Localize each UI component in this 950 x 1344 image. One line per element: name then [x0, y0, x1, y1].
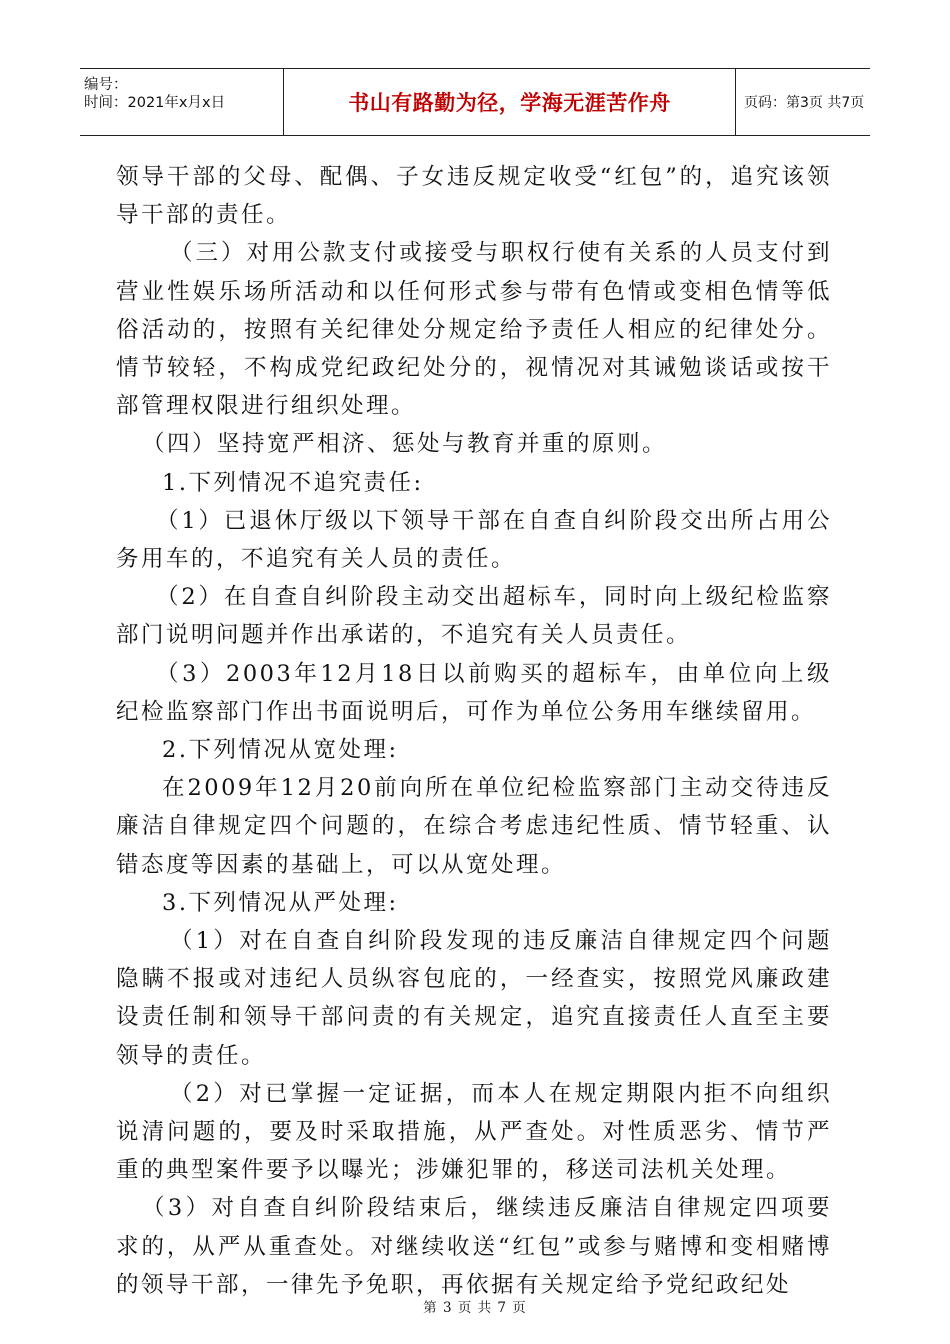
- paragraph-11: （1）对在自查自纠阶段发现的违反廉洁自律规定四个问题隐瞒不报或对违纪人员纵容包庇的，一经查实，按照党风廉政建设责任制和领导干部问责的有关规定，追究直接责任人直至主要领导的责任。: [116, 928, 832, 1069]
- paragraph-7: （3）2003年12月18日以前购买的超标车，由单位向上级纪检监察部门作出书面说明后，可作为单位公务用车继续留用。: [116, 660, 832, 725]
- paragraph-12: （2）对已掌握一定证据，而本人在规定期限内拒不向组织说清问题的，要及时采取措施，从严查处。对性质恶劣、情节严重的典型案件要予以曝光；涉嫌犯罪的，移送司法机关处理。: [116, 1080, 832, 1184]
- paragraph-10: 3.下列情况从严处理:: [162, 889, 399, 916]
- paragraph-3: （四）坚持宽严相济、惩处与教育并重的原则。: [142, 431, 668, 458]
- paragraph-13: （3）对自查自纠阶段结束后，继续违反廉洁自律规定四项要求的，从严从重查处。对继续收送“红包”或参与赌博和变相赌博的领导干部，一律先予免职，再依据有关规定给予党纪政纪处: [116, 1195, 832, 1298]
- page-header: [80, 68, 870, 136]
- document-number-label: 编号：: [84, 77, 128, 93]
- paragraph-4: 1.下列情况不追究责任:: [162, 469, 424, 496]
- paragraph-2: （三）对用公款支付或接受与职权行使有关系的人员支付到营业性娱乐场所活动和以任何形式参与带有色情或变相色情等低俗活动的，按照有关纪律处分规定给予责任人相应的纪律处分。情节较轻，不构成党纪政纪处分的，视情况对其诫勉谈话或按干部管理权限进行组织处理。: [116, 240, 832, 420]
- document-time-label: 时间：2021年x月x日: [84, 95, 226, 111]
- header-motto: 书山有路勤为径，学海无涯苦作舟: [284, 69, 736, 135]
- paragraph-6: （2）在自查自纠阶段主动交出超标车，同时向上级纪检监察部门说明问题并作出承诺的，不追究有关人员责任。: [116, 584, 832, 649]
- paragraph-1: 领导干部的父母、配偶、子女违反规定收受“红包”的，追究该领导干部的责任。: [116, 164, 832, 229]
- document-body: [116, 158, 832, 1304]
- page-footer: 第 3 页 共 7 页: [423, 1300, 527, 1316]
- header-page-number: 页码：第3页 共7页: [744, 95, 865, 111]
- paragraph-9: 在2009年12月20前向所在单位纪检监察部门主动交待违反廉洁自律规定四个问题的，在综合考虑违纪性质、情节轻重、认错态度等因素的基础上，可以从宽处理。: [116, 775, 832, 878]
- paragraph-8: 2.下列情况从宽处理:: [162, 737, 399, 764]
- paragraph-5: （1）已退休厅级以下领导干部在自查自纠阶段交出所占用公务用车的，不追究有关人员的责任。: [116, 507, 832, 573]
- header-meta-cell: [80, 69, 284, 135]
